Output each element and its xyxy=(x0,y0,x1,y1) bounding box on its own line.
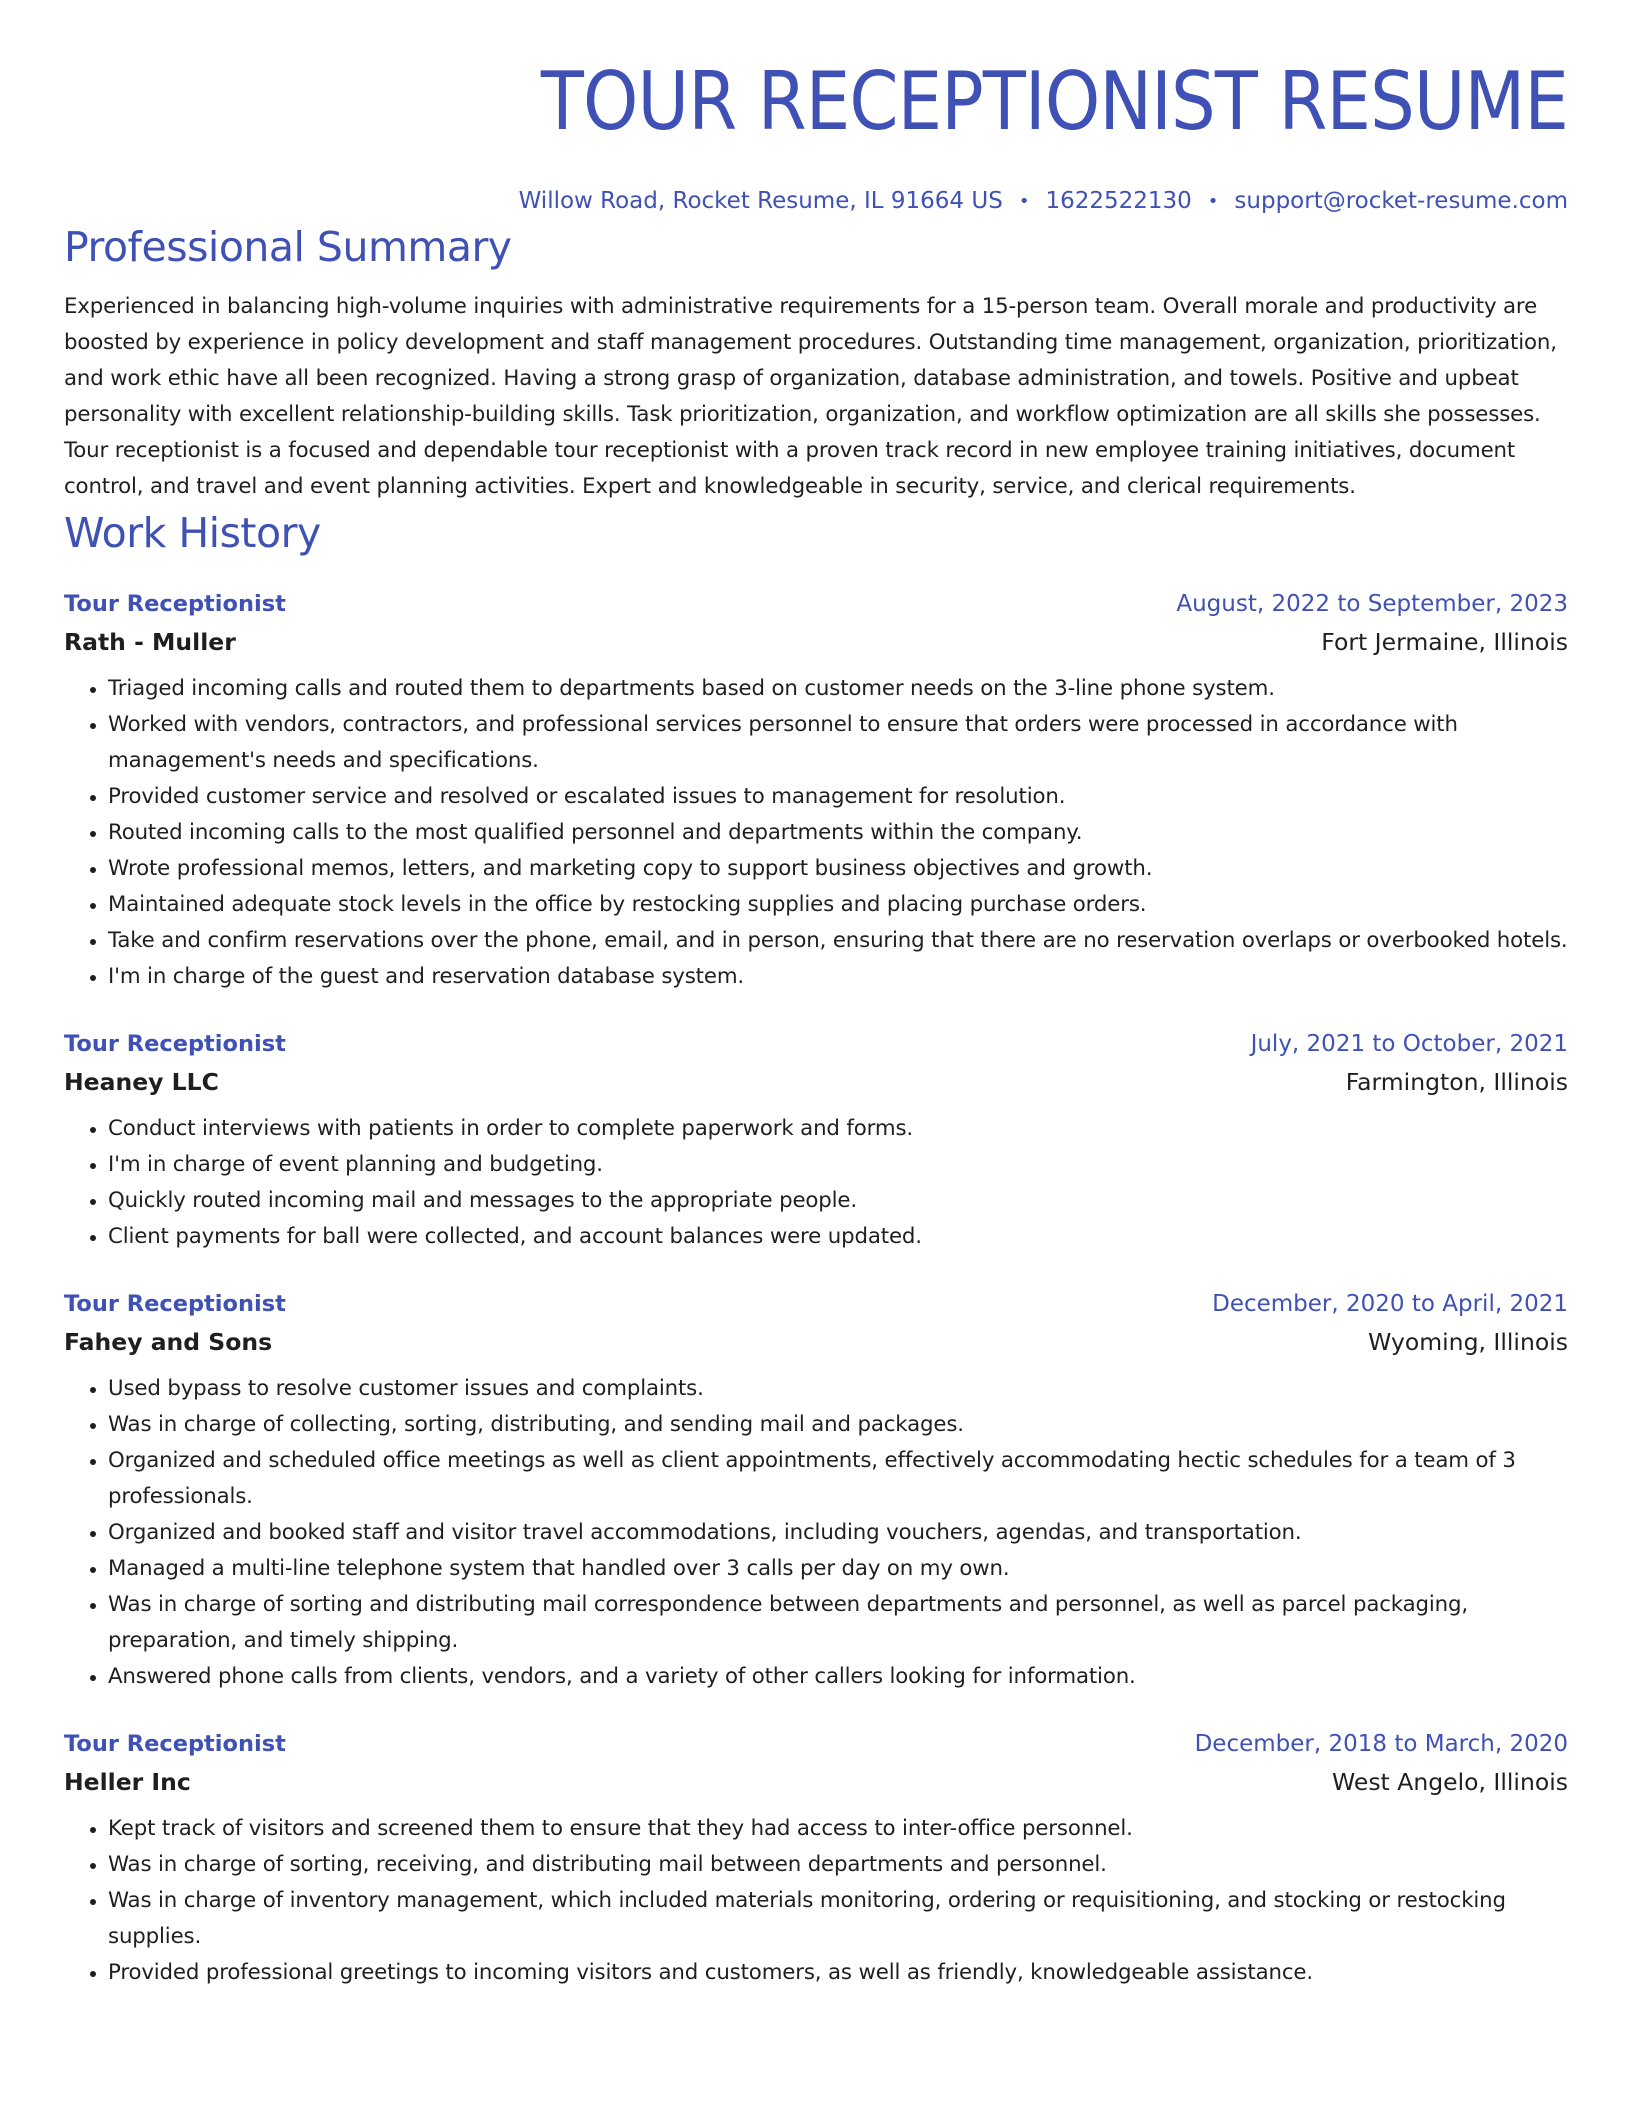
job-company: Fahey and Sons xyxy=(64,1327,273,1356)
job-dates: July, 2021 to October, 2021 xyxy=(1250,1030,1568,1057)
job-bullet: • Provided professional greetings to incoming visitors and customers, as well as friendly, knowledgeable assistance. xyxy=(108,1955,1568,1991)
job-title-row xyxy=(64,1025,1568,1063)
contact-line xyxy=(64,184,1568,219)
contact-email[interactable]: support@rocket-resume.com xyxy=(1234,188,1568,214)
job-bullet: • Was in charge of collecting, sorting, distributing, and sending mail and packages. xyxy=(108,1407,1568,1443)
job-company-row xyxy=(64,1323,1568,1361)
job-company: Heaney LLC xyxy=(64,1067,219,1096)
job-entry xyxy=(64,1725,1568,1991)
job-company-row xyxy=(64,1063,1568,1101)
job-bullets xyxy=(64,671,1568,995)
job-bullet: • Organized and scheduled office meetings as well as client appointments, effectively accommodating hectic schedules for a team of 3 professionals. xyxy=(108,1443,1568,1515)
job-entry xyxy=(64,1025,1568,1255)
job-title: Tour Receptionist xyxy=(64,1290,286,1317)
resume-title: TOUR RECEPTIONIST RESUME xyxy=(540,55,1569,148)
job-bullet: • Maintained adequate stock levels in the office by restocking supplies and placing purchase orders. xyxy=(108,887,1568,923)
job-bullet: • Take and confirm reservations over the phone, email, and in person, ensuring that there are no reservation overlaps or overbooked hotels. xyxy=(108,923,1568,959)
job-dates: December, 2020 to April, 2021 xyxy=(1212,1290,1568,1317)
work-history-list xyxy=(64,585,1568,1991)
job-bullets xyxy=(64,1371,1568,1695)
job-bullet: • I'm in charge of event planning and budgeting. xyxy=(108,1147,1568,1183)
job-title-row xyxy=(64,1725,1568,1763)
job-title: Tour Receptionist xyxy=(64,1730,286,1757)
contact-separator: • xyxy=(1207,190,1219,212)
job-company: Heller Inc xyxy=(64,1767,191,1796)
contact-phone: 1622522130 xyxy=(1045,188,1192,214)
resume-header xyxy=(64,0,1568,219)
contact-address: Willow Road, Rocket Resume, IL 91664 US xyxy=(518,188,1003,214)
job-bullet: • Organized and booked staff and visitor travel accommodations, including vouchers, agendas, and transportation. xyxy=(108,1515,1568,1551)
job-bullet: • Answered phone calls from clients, vendors, and a variety of other callers looking for information. xyxy=(108,1659,1568,1695)
job-bullet: • Was in charge of inventory management, which included materials monitoring, ordering or requisitioning, and stocking or restocking supplies. xyxy=(108,1883,1568,1955)
job-location: West Angelo, Illinois xyxy=(1332,1767,1568,1796)
job-title: Tour Receptionist xyxy=(64,590,286,617)
job-bullet: • Wrote professional memos, letters, and marketing copy to support business objectives and growth. xyxy=(108,851,1568,887)
job-bullet: • I'm in charge of the guest and reservation database system. xyxy=(108,959,1568,995)
job-bullet: • Quickly routed incoming mail and messages to the appropriate people. xyxy=(108,1183,1568,1219)
job-title-row xyxy=(64,1285,1568,1323)
job-bullet: • Provided customer service and resolved or escalated issues to management for resolution. xyxy=(108,779,1568,815)
job-bullet: • Used bypass to resolve customer issues and complaints. xyxy=(108,1371,1568,1407)
summary-text: Experienced in balancing high-volume inquiries with administrative requirements for a 15-person team. Overall morale and productivity are boosted by experience in policy development and staff management procedures. Outstanding time management, organization, prioritization, and work ethic have all been recognized. Having a strong grasp of organization, database administration, and towels. Positive and upbeat personality with excellent relationship-building skills. Task prioritization, organization, and workflow optimization are all skills she possesses. Tour receptionist is a focused and dependable tour receptionist with a proven track record in new employee training initiatives, document control, and travel and event planning activities. Expert and knowledgeable in security, service, and clerical requirements. xyxy=(64,293,1557,499)
job-dates: December, 2018 to March, 2020 xyxy=(1194,1730,1568,1757)
job-entry xyxy=(64,585,1568,995)
job-location: Wyoming, Illinois xyxy=(1368,1327,1568,1356)
summary-heading: Professional Summary xyxy=(64,222,512,271)
job-bullet: • Managed a multi-line telephone system that handled over 3 calls per day on my own. xyxy=(108,1551,1568,1587)
job-dates: August, 2022 to September, 2023 xyxy=(1176,590,1568,617)
job-bullet: • Triaged incoming calls and routed them to departments based on customer needs on the 3-line phone system. xyxy=(108,671,1568,707)
job-company-row xyxy=(64,1763,1568,1801)
work-history-heading: Work History xyxy=(64,508,321,557)
job-company: Rath - Muller xyxy=(64,627,236,656)
job-location: Fort Jermaine, Illinois xyxy=(1321,627,1568,656)
job-entry xyxy=(64,1285,1568,1695)
job-location: Farmington, Illinois xyxy=(1345,1067,1568,1096)
job-bullets xyxy=(64,1111,1568,1255)
job-bullet: • Routed incoming calls to the most qualified personnel and departments within the company. xyxy=(108,815,1568,851)
job-title: Tour Receptionist xyxy=(64,1030,286,1057)
job-bullet: • Was in charge of sorting, receiving, and distributing mail between departments and personnel. xyxy=(108,1847,1568,1883)
job-bullet: • Client payments for ball were collected, and account balances were updated. xyxy=(108,1219,1568,1255)
job-title-row xyxy=(64,585,1568,623)
job-bullet: • Was in charge of sorting and distributing mail correspondence between departments and personnel, as well as parcel packaging, preparation, and timely shipping. xyxy=(108,1587,1568,1659)
job-bullet: • Kept track of visitors and screened them to ensure that they had access to inter-office personnel. xyxy=(108,1811,1568,1847)
job-company-row xyxy=(64,623,1568,661)
contact-separator: • xyxy=(1018,190,1030,212)
job-bullet: • Conduct interviews with patients in order to complete paperwork and forms. xyxy=(108,1111,1568,1147)
job-bullet: • Worked with vendors, contractors, and professional services personnel to ensure that orders were processed in accordance with management's needs and specifications. xyxy=(108,707,1568,779)
job-bullets xyxy=(64,1811,1568,1991)
